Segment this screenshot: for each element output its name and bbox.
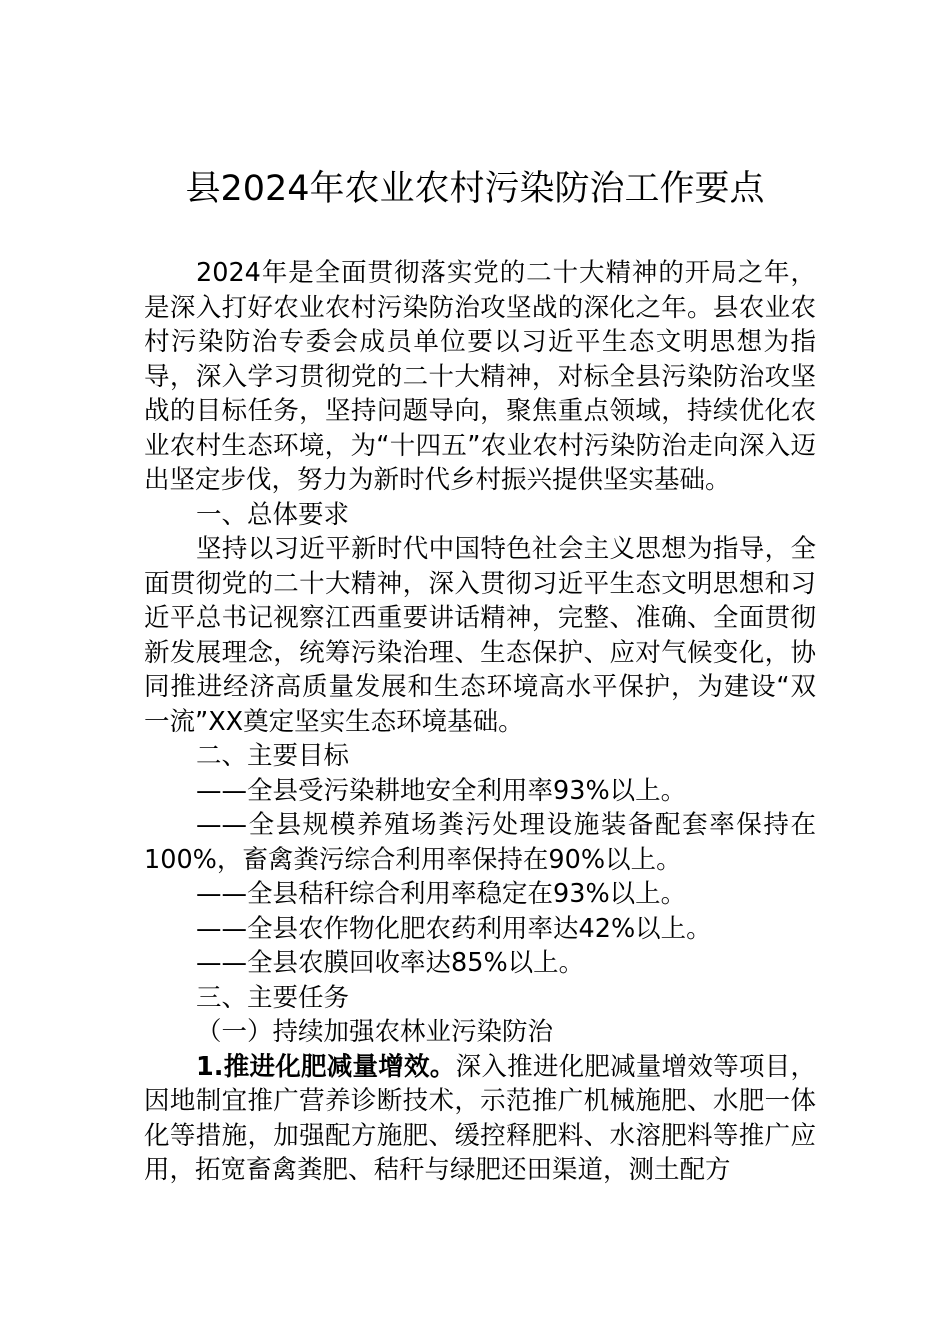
paragraph-overall-requirements: 坚持以习近平新时代中国特色社会主义思想为指导，全面贯彻党的二十大精神，深入贯彻习近平生态文明思想和习近平总书记视察江西重要讲话精神，完整、准确、全面贯彻新发展理念，统筹污染治理、生态保护、应对气候变化，协同推进经济高质量发展和生态环境高水平保护，为建设“双一流”XX奠定坚实生态环境基础。: [144, 534, 816, 737]
paragraph-task-1: [144, 1050, 816, 1188]
task-1-heading: 1.推进化肥减量增效。: [196, 1051, 456, 1082]
goal-item: ——全县农作物化肥农药利用率达42%以上。: [196, 913, 712, 944]
goal-item: ——全县受污染耕地安全利用率93%以上。: [196, 775, 687, 806]
subsection-heading: （一）持续加强农林业污染防治: [196, 1017, 554, 1047]
document-title: 县2024年农业农村污染防治工作要点: [185, 169, 765, 209]
section-heading-main-tasks: 三、主要任务: [196, 982, 350, 1013]
document-body: [144, 256, 816, 1188]
section-heading-overall-requirements: 一、总体要求: [196, 499, 350, 530]
task-1-text: 深入推进化肥减量增效等项目，因地制宜推广营养诊断技术，示范推广机械施肥、水肥一体化等措施，加强配方施肥、缓控释肥料、水溶肥料等推广应用，拓宽畜禽粪肥、秸秆与绿肥还田渠道，测土配方: [144, 1051, 816, 1185]
section-heading-main-goals: 二、主要目标: [196, 741, 350, 771]
goal-item: ——全县秸秆综合利用率稳定在93%以上。: [196, 879, 687, 909]
paragraph-intro: 2024年是全面贯彻落实党的二十大精神的开局之年，是深入打好农业农村污染防治攻坚战的深化之年。县农业农村污染防治专委会成员单位要以习近平生态文明思想为指导，深入学习贯彻党的二十大精神，对标全县污染防治攻坚战的目标任务，坚持问题导向，聚焦重点领域，持续优化农业农村生态环境，为“十四五”农业农村污染防治走向深入迈出坚定步伐，努力为新时代乡村振兴提供坚实基础。: [144, 258, 816, 495]
goal-item: ——全县规模养殖场粪污处理设施装备配套率保持在100%，畜禽粪污综合利用率保持在90%以上。: [144, 810, 816, 875]
goal-item: ——全县农膜回收率达85%以上。: [196, 948, 585, 978]
